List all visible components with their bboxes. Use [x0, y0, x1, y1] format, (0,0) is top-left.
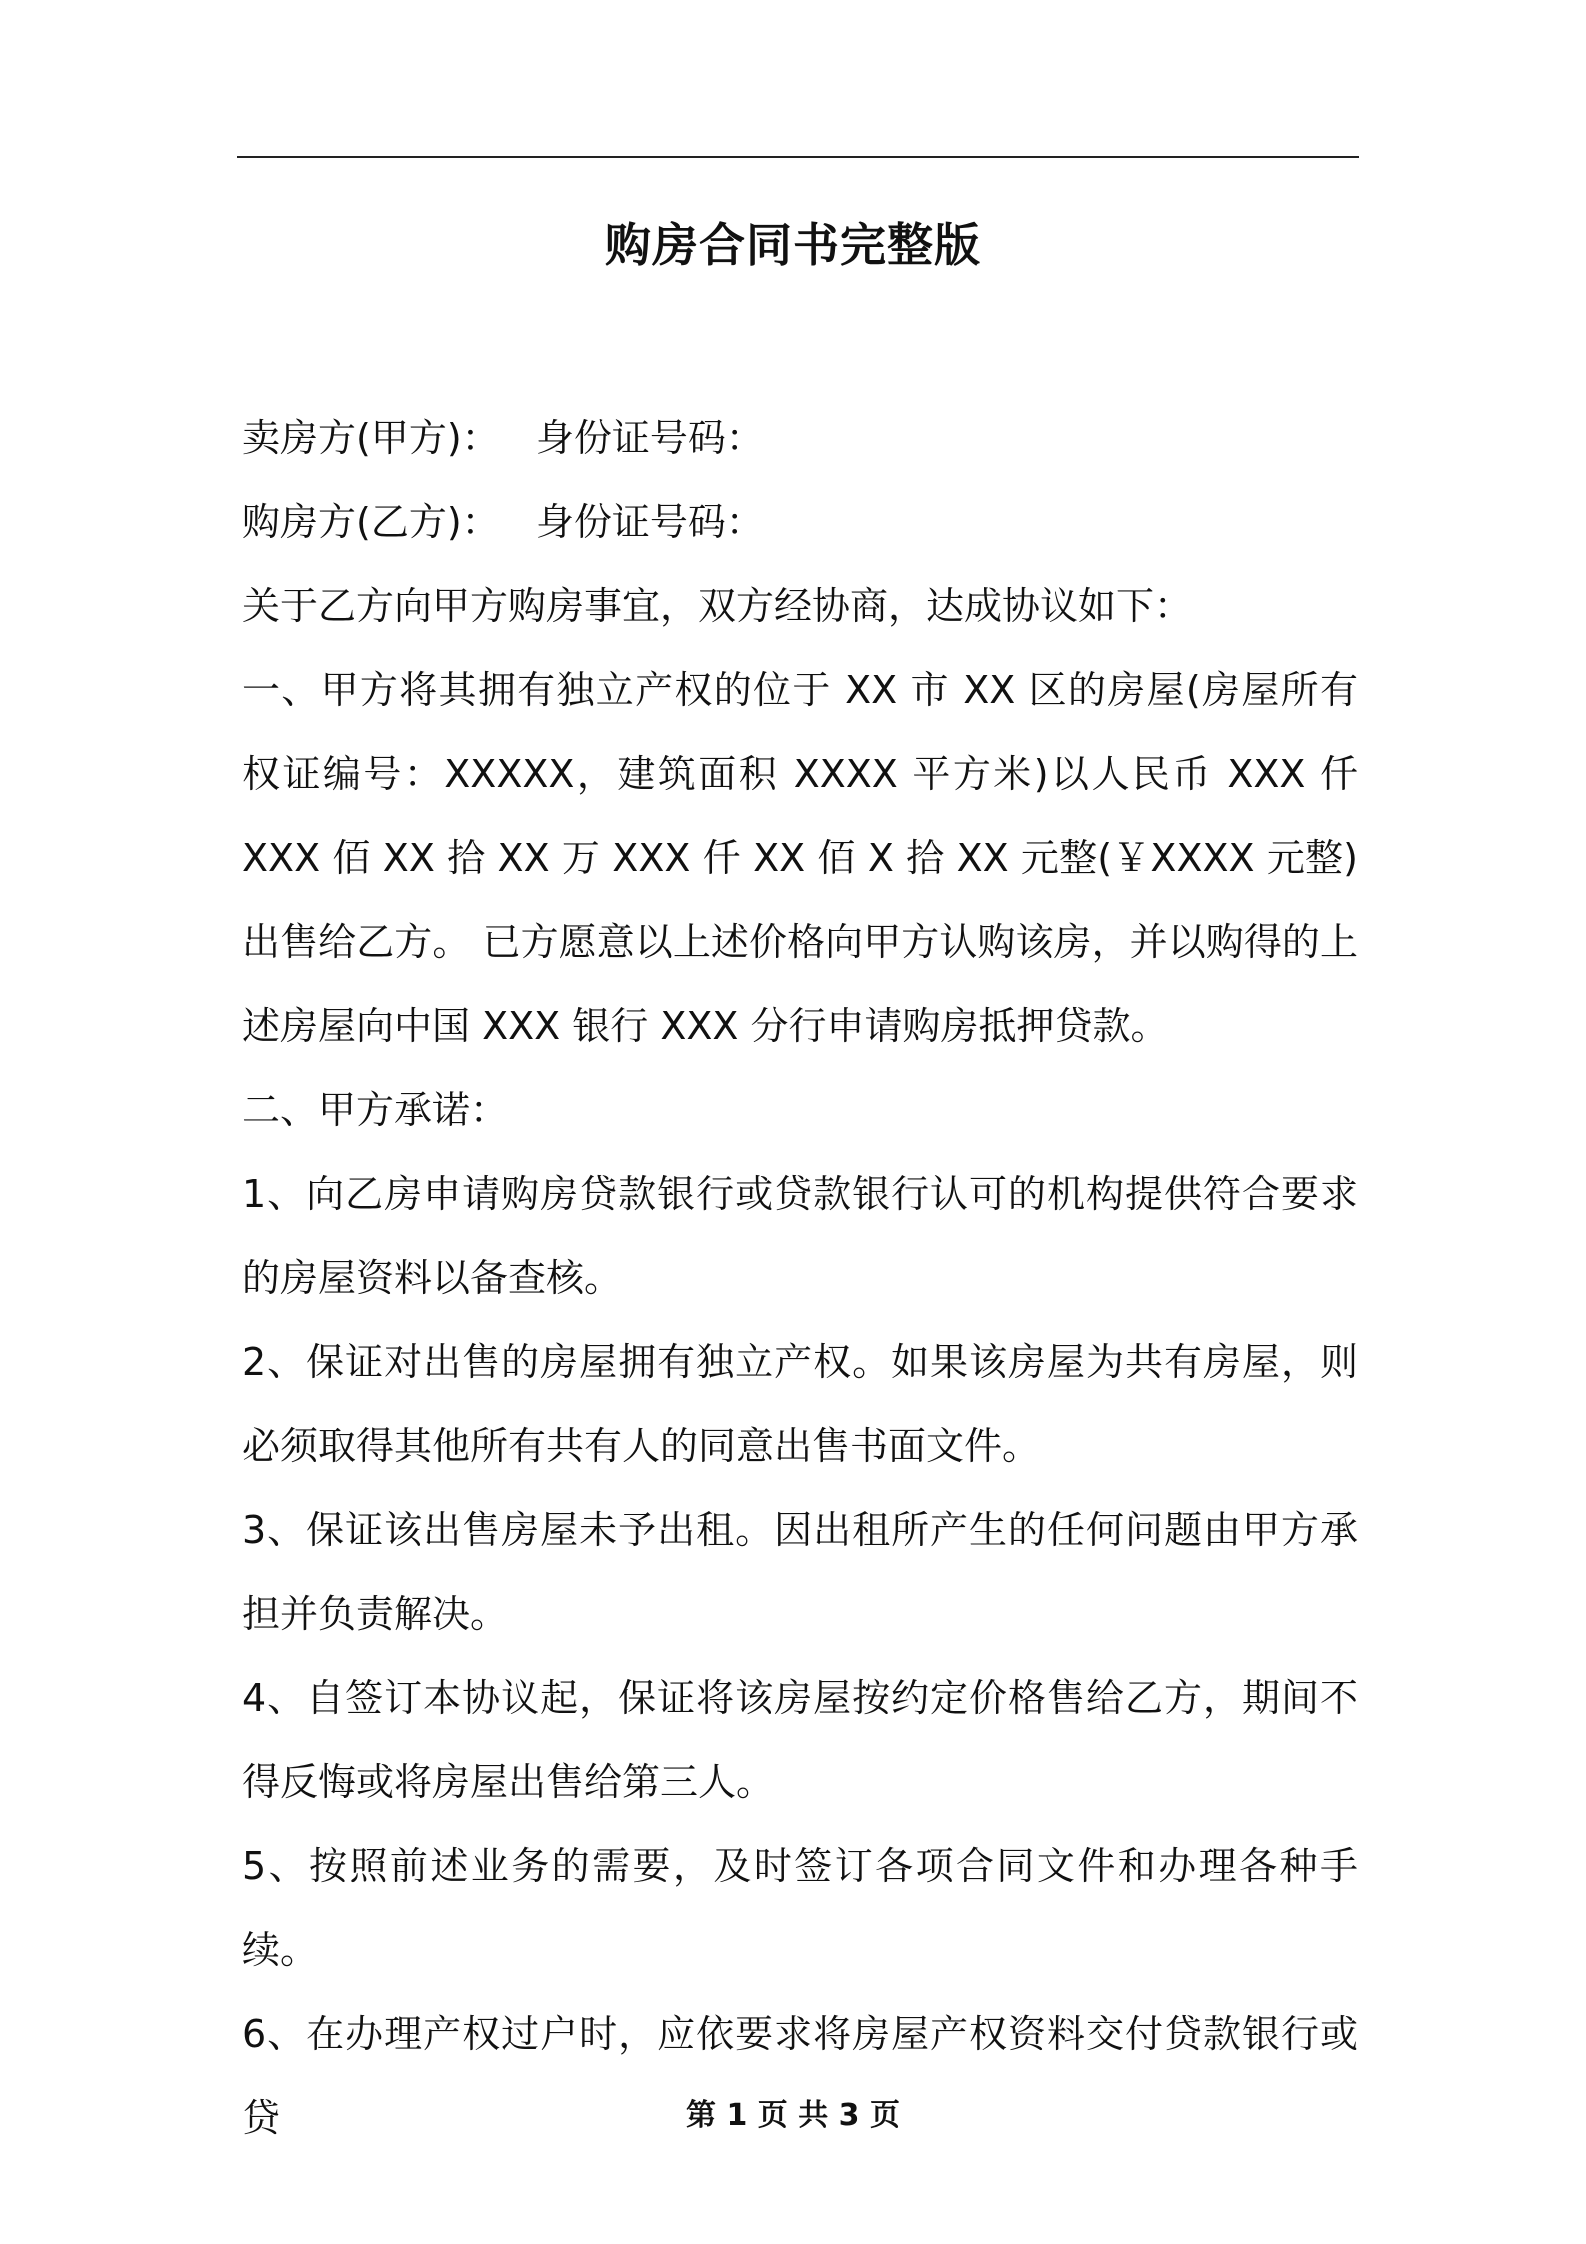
list-item-1: 1、向乙房申请购房贷款银行或贷款银行认可的机构提供符合要求的房屋资料以备查核。 — [242, 1172, 1358, 1300]
list-item-3: 3、保证该出售房屋未予出租。因出租所产生的任何问题由甲方承担并负责解决。 — [242, 1508, 1358, 1636]
list-item-4: 4、自签订本协议起，保证将该房屋按约定价格售给乙方，期间不得反悔或将房屋出售给第三人。 — [242, 1676, 1358, 1804]
buyer-line: 购房方(乙方)： 身份证号码： — [242, 500, 764, 544]
document-body — [242, 396, 1358, 2160]
list-item-2: 2、保证对出售的房屋拥有独立产权。如果该房屋为共有房屋，则必须取得其他所有共有人的同意出售书面文件。 — [242, 1340, 1358, 1468]
page-footer: 第 1 页 共 3 页 — [686, 2098, 900, 2133]
clause-2-heading: 二、甲方承诺： — [242, 1088, 509, 1132]
seller-line: 卖房方(甲方)： 身份证号码： — [242, 416, 764, 460]
header-rule — [237, 156, 1359, 158]
intro-paragraph: 关于乙方向甲方购房事宜，双方经协商，达成协议如下： — [242, 584, 1193, 628]
list-item-6: 6、在办理产权过户时，应依要求将房屋产权资料交付贷款银行或贷 — [242, 2012, 1358, 2140]
list-item-5: 5、按照前述业务的需要，及时签订各项合同文件和办理各种手续。 — [242, 1844, 1358, 1972]
clause-1-paragraph: 一、甲方将其拥有独立产权的位于 XX 市 XX 区的房屋(房屋所有权证编号：XXXXX，建筑面积 XXXX 平方米)以人民币 XXX 仟 XXX 佰 XX 拾 XX 万 XXX 仟 XX 佰 X 拾 XX 元整(￥XXXX 元整)出售给乙方。 已方愿意以上述价格向甲方认购该房，并以购得的上述房屋向中国 XXX 银行 XXX 分行申请购房抵押贷款。 — [242, 668, 1358, 1048]
document-title: 购房合同书完整版 — [605, 218, 981, 272]
